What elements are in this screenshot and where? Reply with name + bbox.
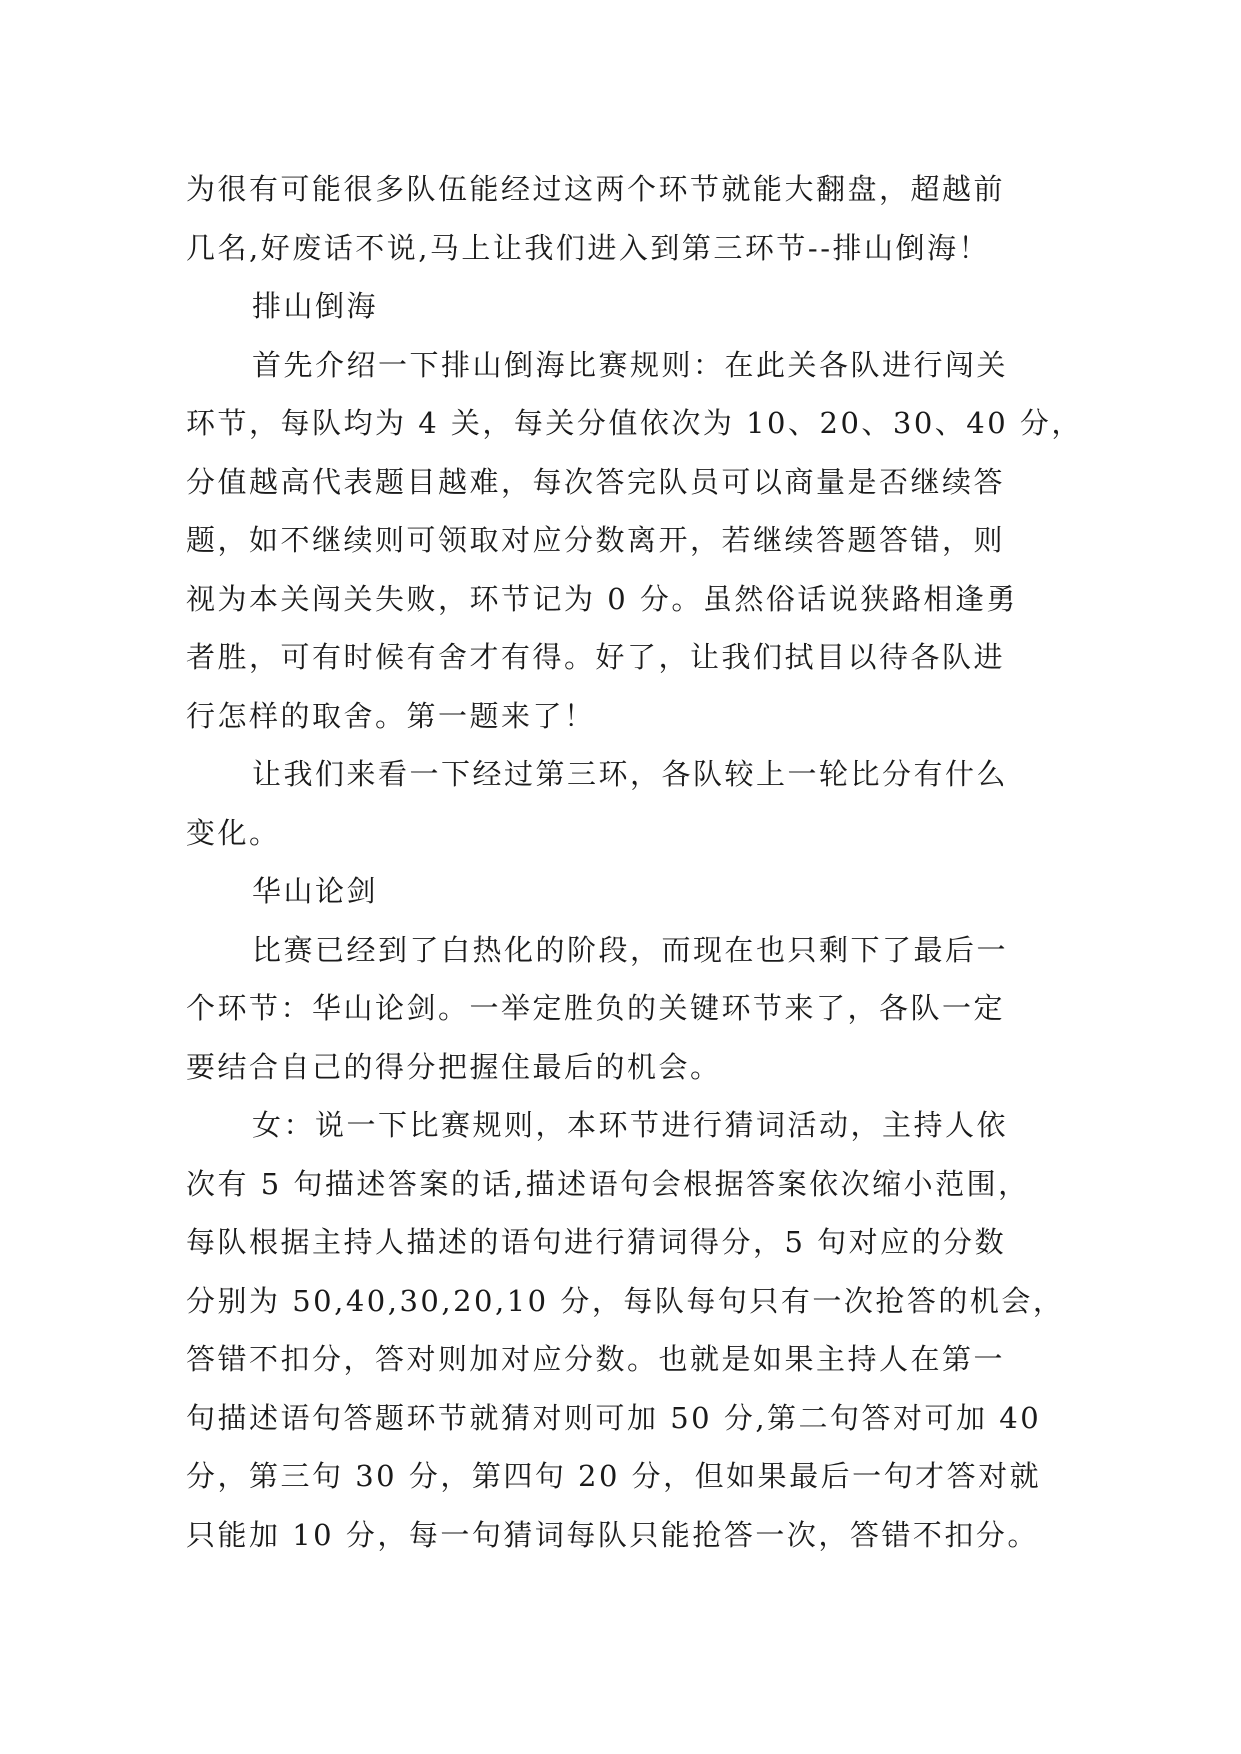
text-line: 答错不扣分，答对则加对应分数。也就是如果主持人在第一: [186, 1342, 1006, 1376]
text-line: 分，第三句 30 分，第四句 20 分，但如果最后一句才答对就: [186, 1459, 1042, 1493]
text-line: 者胜，可有时候有舍才有得。好了，让我们拭目以待各队进: [186, 640, 1006, 674]
document-body: [186, 160, 1083, 1564]
text-line: 题，如不继续则可领取对应分数离开，若继续答题答错，则: [186, 523, 1006, 557]
text-line: 要结合自己的得分把握住最后的机会。: [186, 1049, 722, 1084]
text-line: 每队根据主持人描述的语句进行猜词得分，5 句对应的分数: [186, 1225, 1007, 1259]
text-line: 分值越高代表题目越难，每次答完队员可以商量是否继续答: [186, 464, 1006, 499]
text-line: 分别为 50,40,30,20,10 分，每队每句只有一次抢答的机会，: [186, 1283, 1065, 1318]
text-line: 首先介绍一下排山倒海比赛规则：在此关各队进行闯关: [252, 347, 1009, 382]
text-line: 几名,好废话不说,马上让我们进入到第三环节--排山倒海！: [186, 230, 991, 265]
text-line: 只能加 10 分，每一句猜词每队只能抢答一次，答错不扣分。: [186, 1517, 1039, 1552]
text-line: 环节，每队均为 4 关，每关分值依次为 10、20、30、40 分，: [186, 406, 1083, 440]
section-heading-paishan: 排山倒海: [252, 289, 379, 323]
text-line: 女：说一下比赛规则，本环节进行猜词活动，主持人依: [252, 1108, 1009, 1142]
text-line: 句描述语句答题环节就猜对则可加 50 分,第二句答对可加 40: [186, 1400, 1042, 1435]
text-line: 个环节：华山论剑。一举定胜负的关键环节来了，各队一定: [186, 991, 1006, 1025]
text-line: 次有 5 句描述答案的话,描述语句会根据答案依次缩小范围，: [186, 1166, 1030, 1201]
text-line: 视为本关闯关失败，环节记为 0 分。虽然俗话说狭路相逢勇: [186, 581, 1018, 616]
text-line: 变化。: [186, 815, 281, 850]
text-line: 为很有可能很多队伍能经过这两个环节就能大翻盘，超越前: [186, 172, 1006, 206]
text-line: 行怎样的取舍。第一题来了！: [186, 698, 596, 733]
text-line: 比赛已经到了白热化的阶段，而现在也只剩下了最后一: [252, 932, 1009, 967]
section-heading-huashan: 华山论剑: [252, 874, 379, 908]
text-line: 让我们来看一下经过第三环，各队较上一轮比分有什么: [252, 757, 1009, 791]
